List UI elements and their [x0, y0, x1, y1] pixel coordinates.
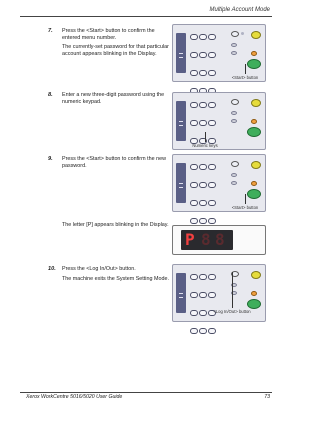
step-10-text	[62, 266, 170, 285]
figure-4-pointer	[232, 272, 233, 308]
page-number: 73	[264, 394, 270, 400]
step-7-text	[62, 28, 170, 60]
step-10-number: 10.	[48, 266, 56, 272]
step-9-number: 9.	[48, 156, 53, 162]
panel-side-tab	[176, 33, 186, 73]
figure-1-pointer	[245, 64, 246, 74]
step-10-paragraph-1: Press the <Log In/Out> button.	[62, 266, 136, 272]
step-9-paragraph-1: Press the <Start> button to confirm the new password.	[62, 156, 166, 169]
figure-2-pointer	[205, 132, 206, 142]
display-letter-p: P	[185, 230, 195, 249]
footer-divider	[20, 392, 272, 393]
figure-3-pointer	[245, 194, 246, 204]
figure-4-label: <Log In/Out> button	[213, 309, 251, 314]
led-display: P 8 8	[181, 230, 233, 250]
numeric-keypad	[190, 29, 224, 101]
step-7-number: 7.	[48, 28, 53, 34]
control-panel-figure-2	[172, 92, 266, 150]
step-8-text	[62, 92, 170, 108]
page-footer	[0, 392, 300, 412]
stop-button-icon	[251, 51, 257, 56]
step-9-note	[62, 222, 170, 232]
step-10-paragraph-2: The machine exits the System Setting Mode.	[62, 275, 169, 282]
step-7-paragraph-2: The currently-set password for that particular account appears blinking in the Display.	[62, 44, 169, 57]
start-button-icon	[247, 59, 261, 69]
control-panel-figure-1	[172, 24, 266, 82]
figure-1-label: <Start> button	[231, 75, 259, 80]
log-in-out-button-icon	[231, 31, 239, 37]
step-8-paragraph-1: Enter a new three-digit password using the numeric keypad.	[62, 92, 165, 105]
start-button-icon	[247, 189, 261, 199]
control-panel-figure-3	[172, 154, 266, 212]
header-title: Multiple Account Mode	[209, 7, 270, 13]
step-9-text	[62, 156, 170, 172]
display-figure	[172, 225, 266, 255]
step-7-paragraph-1: Press the <Start> button to confirm the entered menu number.	[62, 28, 155, 41]
clear-all-button-icon	[251, 31, 261, 39]
step-9-note-text: The letter [P] appears blinking in the Display.	[62, 222, 169, 228]
page-header	[0, 0, 300, 18]
figure-2-label: Numeric keys	[192, 143, 218, 148]
figure-3-label: <Start> button	[231, 205, 259, 210]
footer-document-title: Xerox WorkCentre 5016/5020 User Guide	[26, 394, 123, 400]
step-8-number: 8.	[48, 92, 53, 98]
header-divider	[20, 16, 272, 17]
